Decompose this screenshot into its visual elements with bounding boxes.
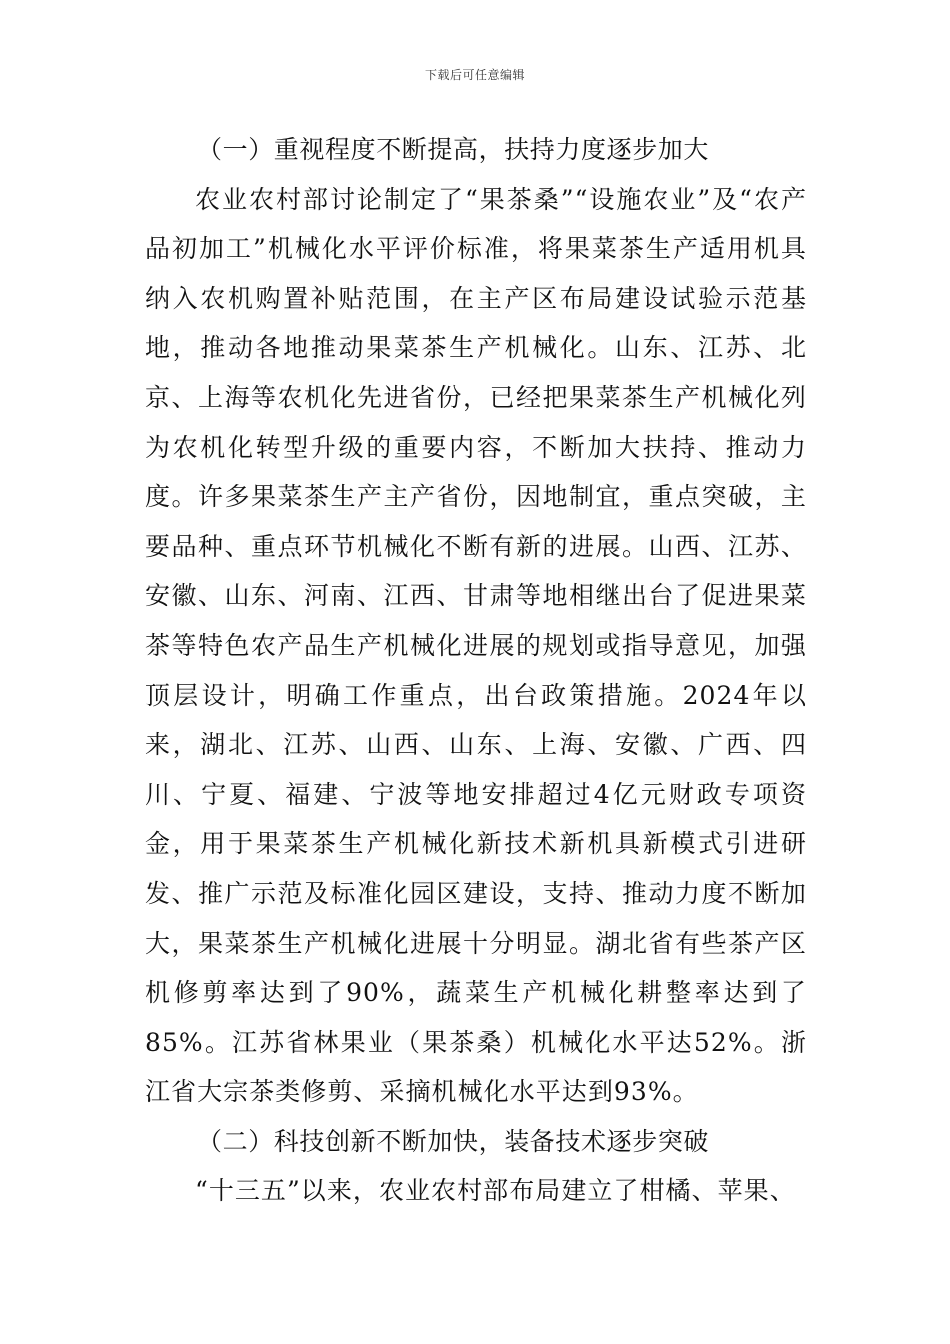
- section-2-paragraph: “十三五”以来，农业农村部布局建立了柑橘、苹果、: [195, 1176, 796, 1206]
- section-1-paragraph: 农业农村部讨论制定了“果茶桑”“设施农业”及“农产品初加工”机械化水平评价标准，将果菜茶生产适用机具纳入农机购置补贴范围，在主产区布局建设试验示范基地，推动各地推动果菜茶生产机械化。山东、江苏、北京、上海等农机化先进省份，已经把果菜茶生产机械化列为农机化转型升级的重要内容，不断加大扶持、推动力度。许多果菜茶生产主产省份，因地制宜，重点突破，主要品种、重点环节机械化不断有新的进展。山西、江苏、安徽、山东、河南、江西、甘肃等地相继出台了促进果菜茶等特色农产品生产机械化进展的规划或指导意见，加强顶层设计，明确工作重点，出台政策措施。2024年以来，湖北、江苏、山西、山东、上海、安徽、广西、四川、宁夏、福建、宁波等地安排超过4亿元财政专项资金，用于果菜茶生产机械化新技术新机具新模式引进研发、推广示范及标准化园区建设，支持、推动力度不断加大，果菜茶生产机械化进展十分明显。湖北省有些茶产区机修剪率达到了90%，蔬菜生产机械化耕整率达到了85%。江苏省林果业（果茶桑）机械化水平达52%。浙江省大宗茶类修剪、采摘机械化水平达到93%。: [145, 184, 807, 1107]
- document-body: [145, 125, 807, 1216]
- section-1-heading: （一）重视程度不断提高，扶持力度逐步加大: [197, 135, 710, 164]
- section-2-heading: （二）科技创新不断加快，装备技术逐步突破: [197, 1126, 710, 1156]
- header-note: 下载后可任意编辑: [424, 68, 525, 82]
